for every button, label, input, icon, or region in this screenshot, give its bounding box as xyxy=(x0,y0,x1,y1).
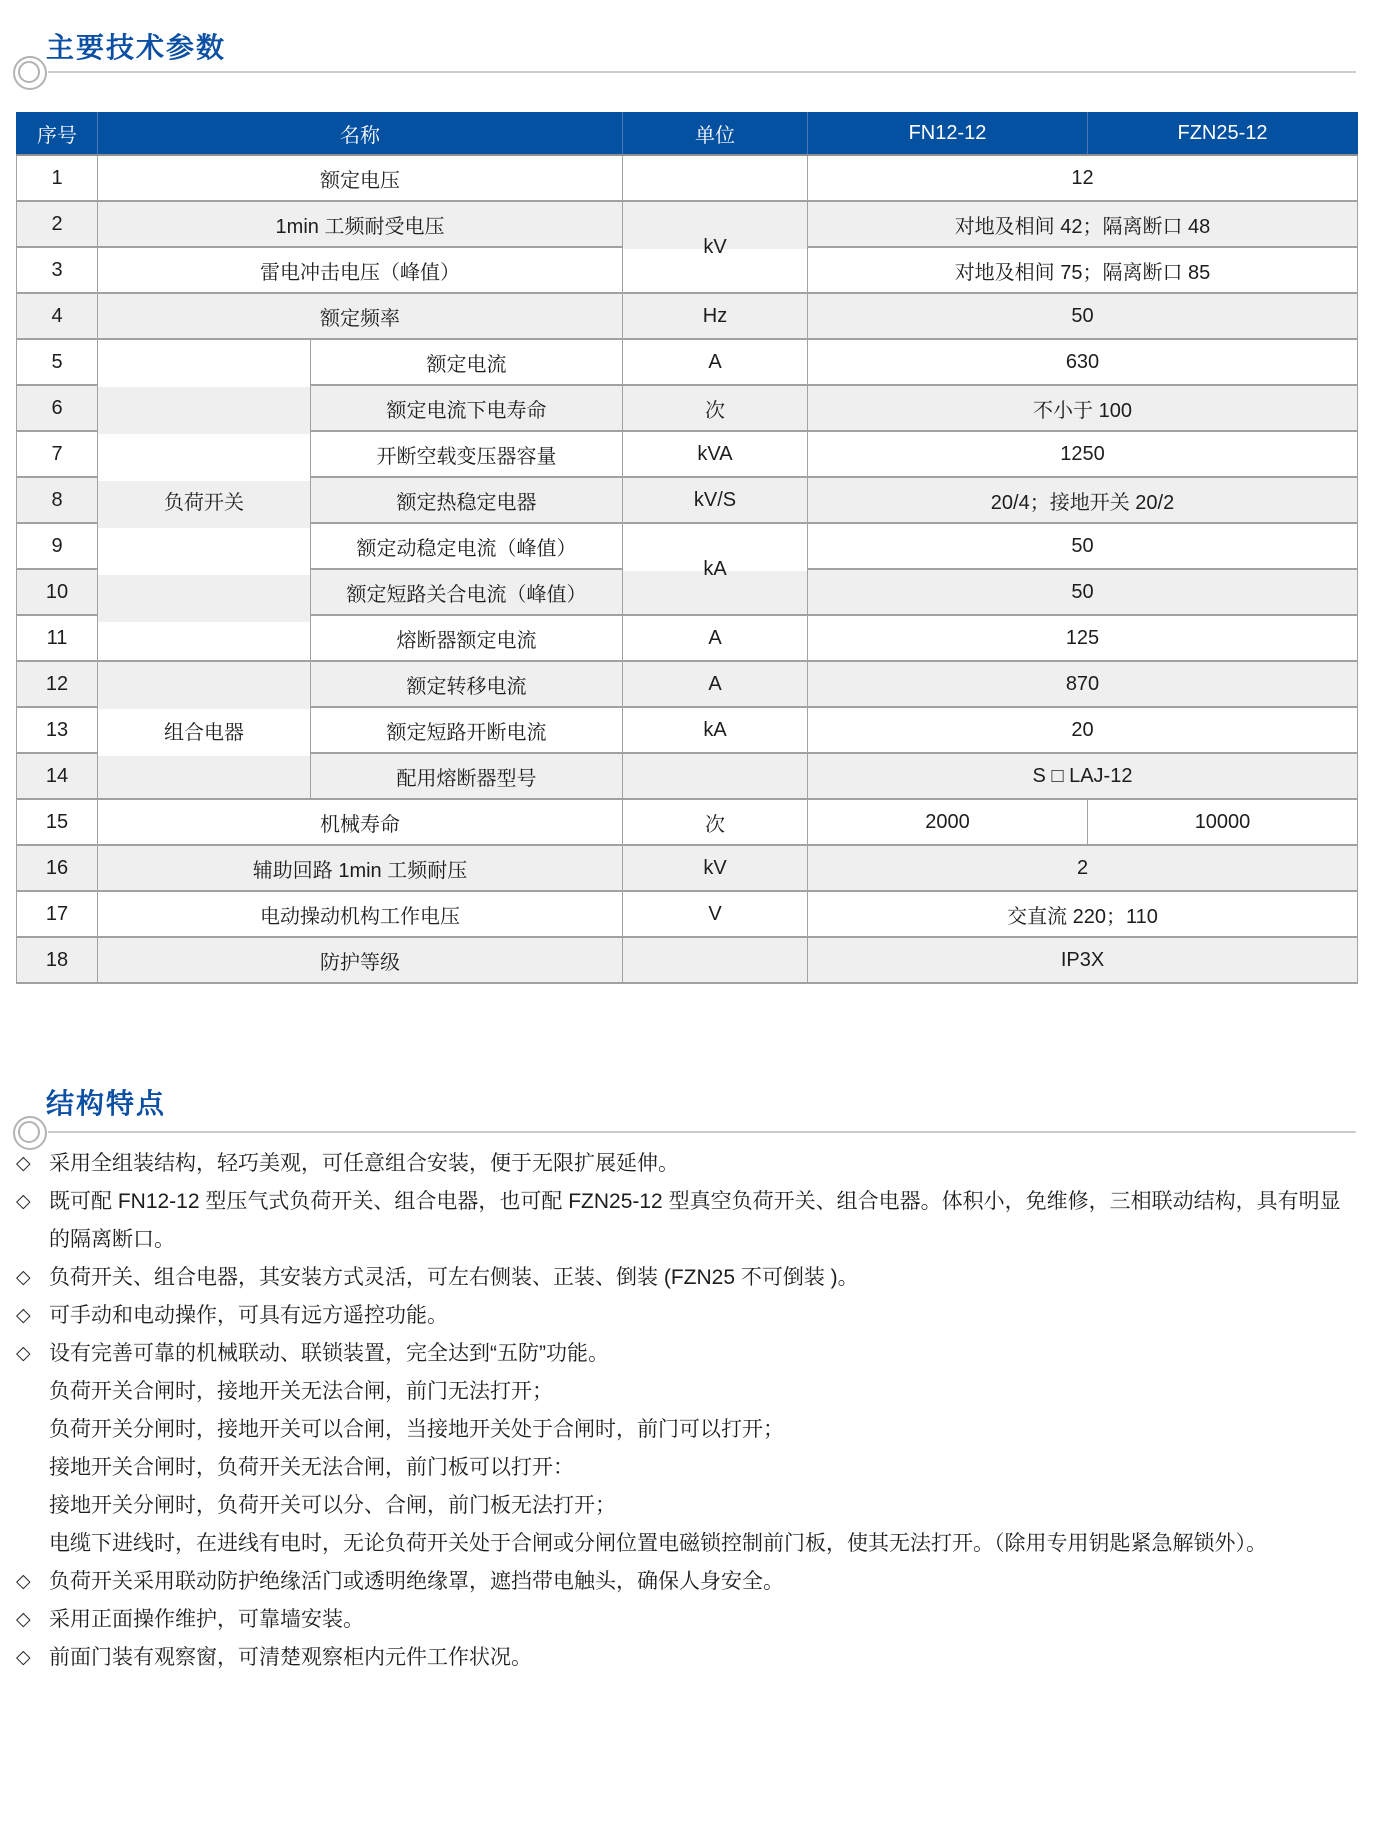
cell-name: 配用熔断器型号 xyxy=(311,753,623,799)
feature-text: 负荷开关、组合电器，其安装方式灵活，可左右侧装、正装、倒装 (FZN25 不可倒装 )。 xyxy=(49,1266,859,1289)
list-item xyxy=(16,1183,1361,1259)
cell-value: 交直流 220；110 xyxy=(808,891,1358,937)
cell-name: 额定热稳定电器 xyxy=(311,477,623,523)
cell-name: 额定转移电流 xyxy=(311,661,623,707)
col-header-name: 名称 xyxy=(98,113,623,156)
cell-name: 额定电流 xyxy=(311,339,623,385)
cell-unit xyxy=(623,753,808,799)
table-row xyxy=(17,845,1358,891)
cell-value: 不小于 100 xyxy=(808,385,1358,431)
diamond-bullet-icon: ◇ xyxy=(16,1267,31,1288)
cell-name: 额定频率 xyxy=(98,293,623,339)
cell-seq: 2 xyxy=(17,201,98,247)
cell-seq: 1 xyxy=(17,155,98,201)
feature-text: 设有完善可靠的机械联动、联锁装置，完全达到“五防”功能。 xyxy=(49,1342,609,1365)
diamond-bullet-icon: ◇ xyxy=(16,1609,31,1630)
table-row xyxy=(17,891,1358,937)
feature-text: 负荷开关采用联动防护绝缘活门或透明绝缘罩，遮挡带电触头，确保人身安全。 xyxy=(49,1570,784,1593)
horizontal-rule xyxy=(48,1131,1356,1133)
cell-seq: 15 xyxy=(17,799,98,845)
cell-value: IP3X xyxy=(808,937,1358,983)
horizontal-rule xyxy=(48,71,1356,73)
feature-text: 电缆下进线时，在进线有电时，无论负荷开关处于合闸或分闸位置电磁锁控制前门板，使其无法打开。（除用专用钥匙紧急解锁外）。 xyxy=(49,1532,1267,1555)
tech-section-title: 主要技术参数 xyxy=(46,32,227,63)
cell-value: 对地及相间 75；隔离断口 85 xyxy=(808,247,1358,293)
diamond-bullet-icon: ◇ xyxy=(16,1571,31,1592)
list-item xyxy=(16,1563,1361,1601)
cell-value: 对地及相间 42；隔离断口 48 xyxy=(808,201,1358,247)
cell-unit: A xyxy=(623,339,808,385)
cell-name: 机械寿命 xyxy=(98,799,623,845)
cell-seq: 13 xyxy=(17,707,98,753)
feature-text: 采用正面操作维护，可靠墙安装。 xyxy=(49,1608,364,1631)
cell-value: 50 xyxy=(808,293,1358,339)
cell-unit: Hz xyxy=(623,293,808,339)
cell-unit: V xyxy=(623,891,808,937)
cell-seq: 7 xyxy=(17,431,98,477)
cell-unit: A xyxy=(623,615,808,661)
list-item xyxy=(16,1639,1361,1677)
cell-unit-merged: kA xyxy=(623,523,808,615)
cell-unit: kA xyxy=(623,707,808,753)
cell-value: 12 xyxy=(808,155,1358,201)
tech-params-table xyxy=(16,112,1358,984)
cell-value: 1250 xyxy=(808,431,1358,477)
col-header-seq: 序号 xyxy=(17,113,98,156)
col-header-fzn25: FZN25-12 xyxy=(1088,113,1358,156)
diamond-bullet-icon: ◇ xyxy=(16,1153,31,1174)
cell-name: 额定电压 xyxy=(98,155,623,201)
cell-name: 额定短路关合电流（峰值） xyxy=(311,569,623,615)
feature-text: 可手动和电动操作，可具有远方遥控功能。 xyxy=(49,1304,448,1327)
list-item xyxy=(16,1487,1361,1525)
cell-unit xyxy=(623,155,808,201)
list-item xyxy=(16,1335,1361,1373)
list-item xyxy=(16,1601,1361,1639)
features-list xyxy=(16,1145,1361,1677)
cell-group-load-switch: 负荷开关 xyxy=(98,339,311,661)
table-row xyxy=(17,661,1358,707)
list-item xyxy=(16,1411,1361,1449)
feature-text: 接地开关分闸时，负荷开关可以分、合闸，前门板无法打开； xyxy=(49,1494,616,1517)
cell-seq: 16 xyxy=(17,845,98,891)
cell-seq: 17 xyxy=(17,891,98,937)
col-header-fn12: FN12-12 xyxy=(808,113,1088,156)
cell-seq: 4 xyxy=(17,293,98,339)
cell-name: 额定短路开断电流 xyxy=(311,707,623,753)
ring-ornament-icon xyxy=(13,56,47,90)
cell-unit-merged: kV xyxy=(623,201,808,293)
list-item xyxy=(16,1145,1361,1183)
cell-name: 额定动稳定电流（峰值） xyxy=(311,523,623,569)
cell-value: 125 xyxy=(808,615,1358,661)
cell-value: 20/4；接地开关 20/2 xyxy=(808,477,1358,523)
table-row xyxy=(17,155,1358,201)
col-header-unit: 单位 xyxy=(623,113,808,156)
tech-params-table-wrap xyxy=(16,112,1357,984)
diamond-bullet-icon: ◇ xyxy=(16,1191,31,1212)
cell-seq: 14 xyxy=(17,753,98,799)
diamond-bullet-icon: ◇ xyxy=(16,1343,31,1364)
cell-name: 电动操动机构工作电压 xyxy=(98,891,623,937)
cell-unit: A xyxy=(623,661,808,707)
list-item xyxy=(16,1525,1361,1563)
cell-value-fzn25: 10000 xyxy=(1088,799,1358,845)
cell-value: 630 xyxy=(808,339,1358,385)
feature-text: 接地开关合闸时，负荷开关无法合闸，前门板可以打开： xyxy=(49,1456,574,1479)
cell-name: 1min 工频耐受电压 xyxy=(98,201,623,247)
table-row xyxy=(17,201,1358,247)
list-item xyxy=(16,1373,1361,1411)
cell-seq: 6 xyxy=(17,385,98,431)
cell-unit: kV xyxy=(623,845,808,891)
list-item xyxy=(16,1259,1361,1297)
cell-name: 额定电流下电寿命 xyxy=(311,385,623,431)
cell-unit: kV/S xyxy=(623,477,808,523)
cell-unit xyxy=(623,937,808,983)
cell-seq: 18 xyxy=(17,937,98,983)
cell-value: 20 xyxy=(808,707,1358,753)
cell-value: S □ LAJ-12 xyxy=(808,753,1358,799)
cell-unit: 次 xyxy=(623,799,808,845)
table-row xyxy=(17,937,1358,983)
cell-seq: 12 xyxy=(17,661,98,707)
cell-unit: kVA xyxy=(623,431,808,477)
cell-value: 50 xyxy=(808,523,1358,569)
cell-group-combined-apparatus: 组合电器 xyxy=(98,661,311,799)
table-row xyxy=(17,339,1358,385)
cell-seq: 3 xyxy=(17,247,98,293)
tech-section-divider xyxy=(0,56,1373,96)
cell-seq: 5 xyxy=(17,339,98,385)
cell-seq: 11 xyxy=(17,615,98,661)
table-header-row xyxy=(17,113,1358,156)
cell-seq: 8 xyxy=(17,477,98,523)
features-section-title: 结构特点 xyxy=(46,1088,167,1119)
list-item xyxy=(16,1297,1361,1335)
feature-text: 既可配 FN12-12 型压气式负荷开关、组合电器，也可配 FZN25-12 型真空负荷开关、组合电器。体积小，免维修，三相联动结构，具有明显的隔离断口。 xyxy=(49,1190,1341,1251)
cell-value: 870 xyxy=(808,661,1358,707)
cell-name: 防护等级 xyxy=(98,937,623,983)
feature-text: 前面门装有观察窗，可清楚观察柜内元件工作状况。 xyxy=(49,1646,532,1669)
feature-text: 负荷开关合闸时，接地开关无法合闸，前门无法打开； xyxy=(49,1380,553,1403)
cell-value-fn12: 2000 xyxy=(808,799,1088,845)
cell-name: 雷电冲击电压（峰值） xyxy=(98,247,623,293)
cell-name: 熔断器额定电流 xyxy=(311,615,623,661)
cell-seq: 10 xyxy=(17,569,98,615)
feature-text: 采用全组装结构，轻巧美观，可任意组合安装，便于无限扩展延伸。 xyxy=(49,1152,679,1175)
cell-name: 辅助回路 1min 工频耐压 xyxy=(98,845,623,891)
cell-value: 2 xyxy=(808,845,1358,891)
table-row xyxy=(17,293,1358,339)
table-row xyxy=(17,799,1358,845)
cell-unit: 次 xyxy=(623,385,808,431)
cell-name: 开断空载变压器容量 xyxy=(311,431,623,477)
diamond-bullet-icon: ◇ xyxy=(16,1647,31,1668)
feature-text: 负荷开关分闸时，接地开关可以合闸，当接地开关处于合闸时，前门可以打开； xyxy=(49,1418,784,1441)
cell-seq: 9 xyxy=(17,523,98,569)
list-item xyxy=(16,1449,1361,1487)
diamond-bullet-icon: ◇ xyxy=(16,1305,31,1326)
cell-value: 50 xyxy=(808,569,1358,615)
